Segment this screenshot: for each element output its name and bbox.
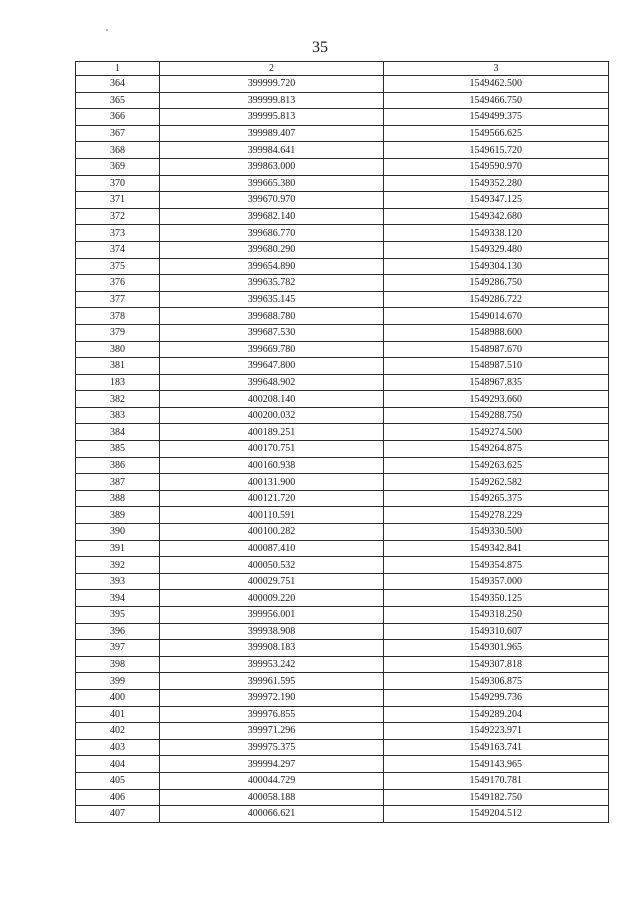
point-number-cell: 402 bbox=[76, 723, 160, 740]
column-header-3: 3 bbox=[384, 62, 609, 76]
y-coordinate-cell: 1549014.670 bbox=[384, 308, 609, 325]
y-coordinate-cell: 1549310.607 bbox=[384, 623, 609, 640]
table-row bbox=[76, 524, 609, 541]
point-number-cell: 367 bbox=[76, 125, 160, 142]
table-row bbox=[76, 291, 609, 308]
y-coordinate-cell: 1549288.750 bbox=[384, 407, 609, 424]
x-coordinate-cell: 399971.296 bbox=[160, 723, 384, 740]
table-row bbox=[76, 441, 609, 458]
y-coordinate-cell: 1549357.000 bbox=[384, 573, 609, 590]
column-header-2: 2 bbox=[160, 62, 384, 76]
table-row bbox=[76, 175, 609, 192]
y-coordinate-cell: 1549354.875 bbox=[384, 557, 609, 574]
x-coordinate-cell: 399994.297 bbox=[160, 756, 384, 773]
x-coordinate-cell: 400009.220 bbox=[160, 590, 384, 607]
x-coordinate-cell: 399908.183 bbox=[160, 640, 384, 657]
y-coordinate-cell: 1549307.818 bbox=[384, 656, 609, 673]
point-number-cell: 388 bbox=[76, 490, 160, 507]
x-coordinate-cell: 399984.641 bbox=[160, 142, 384, 159]
y-coordinate-cell: 1549590.970 bbox=[384, 158, 609, 175]
x-coordinate-cell: 399938.908 bbox=[160, 623, 384, 640]
x-coordinate-cell: 399976.855 bbox=[160, 706, 384, 723]
point-number-cell: 380 bbox=[76, 341, 160, 358]
point-number-cell: 392 bbox=[76, 557, 160, 574]
table-row bbox=[76, 92, 609, 109]
x-coordinate-cell: 399953.242 bbox=[160, 656, 384, 673]
table-row bbox=[76, 241, 609, 258]
point-number-cell: 376 bbox=[76, 275, 160, 292]
table-row bbox=[76, 358, 609, 375]
table-row bbox=[76, 391, 609, 408]
table-row bbox=[76, 308, 609, 325]
x-coordinate-cell: 400044.729 bbox=[160, 772, 384, 789]
y-coordinate-cell: 1549182.750 bbox=[384, 789, 609, 806]
y-coordinate-cell: 1549342.680 bbox=[384, 208, 609, 225]
table-row bbox=[76, 723, 609, 740]
point-number-cell: 404 bbox=[76, 756, 160, 773]
x-coordinate-cell: 400110.591 bbox=[160, 507, 384, 524]
x-coordinate-cell: 400200.032 bbox=[160, 407, 384, 424]
table-row bbox=[76, 739, 609, 756]
point-number-cell: 401 bbox=[76, 706, 160, 723]
point-number-cell: 390 bbox=[76, 524, 160, 541]
point-number-cell: 364 bbox=[76, 76, 160, 93]
point-number-cell: 383 bbox=[76, 407, 160, 424]
point-number-cell: 389 bbox=[76, 507, 160, 524]
table-row bbox=[76, 623, 609, 640]
y-coordinate-cell: 1549143.965 bbox=[384, 756, 609, 773]
y-coordinate-cell: 1549347.125 bbox=[384, 192, 609, 209]
x-coordinate-cell: 399648.902 bbox=[160, 374, 384, 391]
point-number-cell: 405 bbox=[76, 772, 160, 789]
table-row bbox=[76, 590, 609, 607]
y-coordinate-cell: 1549342.841 bbox=[384, 540, 609, 557]
point-number-cell: 385 bbox=[76, 441, 160, 458]
y-coordinate-cell: 1549329.480 bbox=[384, 241, 609, 258]
table-row bbox=[76, 407, 609, 424]
x-coordinate-cell: 399669.780 bbox=[160, 341, 384, 358]
x-coordinate-cell: 399682.140 bbox=[160, 208, 384, 225]
y-coordinate-cell: 1549170.781 bbox=[384, 772, 609, 789]
point-number-cell: 365 bbox=[76, 92, 160, 109]
y-coordinate-cell: 1549289.204 bbox=[384, 706, 609, 723]
y-coordinate-cell: 1549499.375 bbox=[384, 109, 609, 126]
point-number-cell: 382 bbox=[76, 391, 160, 408]
x-coordinate-cell: 400050.532 bbox=[160, 557, 384, 574]
y-coordinate-cell: 1548987.670 bbox=[384, 341, 609, 358]
y-coordinate-cell: 1549286.722 bbox=[384, 291, 609, 308]
column-header-1: 1 bbox=[76, 62, 160, 76]
point-number-cell: 375 bbox=[76, 258, 160, 275]
table-row bbox=[76, 573, 609, 590]
x-coordinate-cell: 400100.282 bbox=[160, 524, 384, 541]
table-row bbox=[76, 192, 609, 209]
table-row bbox=[76, 557, 609, 574]
point-number-cell: 384 bbox=[76, 424, 160, 441]
y-coordinate-cell: 1549304.130 bbox=[384, 258, 609, 275]
point-number-cell: 371 bbox=[76, 192, 160, 209]
table-row bbox=[76, 374, 609, 391]
point-number-cell: 397 bbox=[76, 640, 160, 657]
point-number-cell: 366 bbox=[76, 109, 160, 126]
point-number-cell: 391 bbox=[76, 540, 160, 557]
point-number-cell: 372 bbox=[76, 208, 160, 225]
y-coordinate-cell: 1549338.120 bbox=[384, 225, 609, 242]
y-coordinate-cell: 1549299.736 bbox=[384, 689, 609, 706]
y-coordinate-cell: 1548987.510 bbox=[384, 358, 609, 375]
y-coordinate-cell: 1549262.582 bbox=[384, 474, 609, 491]
x-coordinate-cell: 400131.900 bbox=[160, 474, 384, 491]
table-row bbox=[76, 76, 609, 93]
point-number-cell: 400 bbox=[76, 689, 160, 706]
table-row bbox=[76, 474, 609, 491]
x-coordinate-cell: 399687.530 bbox=[160, 324, 384, 341]
y-coordinate-cell: 1549462.500 bbox=[384, 76, 609, 93]
x-coordinate-cell: 399961.595 bbox=[160, 673, 384, 690]
x-coordinate-cell: 399635.145 bbox=[160, 291, 384, 308]
point-number-cell: 374 bbox=[76, 241, 160, 258]
y-coordinate-cell: 1549566.625 bbox=[384, 125, 609, 142]
table-row bbox=[76, 673, 609, 690]
table-row bbox=[76, 457, 609, 474]
table-row bbox=[76, 507, 609, 524]
x-coordinate-cell: 400066.621 bbox=[160, 806, 384, 823]
coordinates-table bbox=[75, 61, 609, 823]
table-row bbox=[76, 424, 609, 441]
table-row bbox=[76, 324, 609, 341]
x-coordinate-cell: 399647.800 bbox=[160, 358, 384, 375]
point-number-cell: 183 bbox=[76, 374, 160, 391]
scan-speck bbox=[106, 29, 108, 31]
table-header-row bbox=[76, 62, 609, 76]
point-number-cell: 406 bbox=[76, 789, 160, 806]
table-row bbox=[76, 142, 609, 159]
y-coordinate-cell: 1549330.500 bbox=[384, 524, 609, 541]
y-coordinate-cell: 1548988.600 bbox=[384, 324, 609, 341]
table-row bbox=[76, 656, 609, 673]
x-coordinate-cell: 400029.751 bbox=[160, 573, 384, 590]
point-number-cell: 381 bbox=[76, 358, 160, 375]
table-row bbox=[76, 275, 609, 292]
y-coordinate-cell: 1549223.971 bbox=[384, 723, 609, 740]
x-coordinate-cell: 400121.720 bbox=[160, 490, 384, 507]
point-number-cell: 396 bbox=[76, 623, 160, 640]
y-coordinate-cell: 1549306.875 bbox=[384, 673, 609, 690]
x-coordinate-cell: 399999.720 bbox=[160, 76, 384, 93]
x-coordinate-cell: 399975.375 bbox=[160, 739, 384, 756]
point-number-cell: 378 bbox=[76, 308, 160, 325]
point-number-cell: 373 bbox=[76, 225, 160, 242]
table-row bbox=[76, 225, 609, 242]
table-row bbox=[76, 789, 609, 806]
x-coordinate-cell: 399688.780 bbox=[160, 308, 384, 325]
y-coordinate-cell: 1548967.835 bbox=[384, 374, 609, 391]
y-coordinate-cell: 1549286.750 bbox=[384, 275, 609, 292]
y-coordinate-cell: 1549204.512 bbox=[384, 806, 609, 823]
point-number-cell: 407 bbox=[76, 806, 160, 823]
y-coordinate-cell: 1549293.660 bbox=[384, 391, 609, 408]
point-number-cell: 368 bbox=[76, 142, 160, 159]
point-number-cell: 379 bbox=[76, 324, 160, 341]
table-row bbox=[76, 540, 609, 557]
x-coordinate-cell: 400160.938 bbox=[160, 457, 384, 474]
x-coordinate-cell: 399670.970 bbox=[160, 192, 384, 209]
y-coordinate-cell: 1549466.750 bbox=[384, 92, 609, 109]
table-row bbox=[76, 158, 609, 175]
point-number-cell: 394 bbox=[76, 590, 160, 607]
y-coordinate-cell: 1549163.741 bbox=[384, 739, 609, 756]
y-coordinate-cell: 1549264.875 bbox=[384, 441, 609, 458]
point-number-cell: 393 bbox=[76, 573, 160, 590]
table-row bbox=[76, 756, 609, 773]
x-coordinate-cell: 399635.782 bbox=[160, 275, 384, 292]
table-row bbox=[76, 258, 609, 275]
table-body bbox=[76, 76, 609, 823]
x-coordinate-cell: 399680.290 bbox=[160, 241, 384, 258]
point-number-cell: 386 bbox=[76, 457, 160, 474]
y-coordinate-cell: 1549274.500 bbox=[384, 424, 609, 441]
point-number-cell: 377 bbox=[76, 291, 160, 308]
y-coordinate-cell: 1549615.720 bbox=[384, 142, 609, 159]
table-row bbox=[76, 640, 609, 657]
point-number-cell: 398 bbox=[76, 656, 160, 673]
x-coordinate-cell: 399686.770 bbox=[160, 225, 384, 242]
y-coordinate-cell: 1549318.250 bbox=[384, 607, 609, 624]
x-coordinate-cell: 399863.000 bbox=[160, 158, 384, 175]
point-number-cell: 403 bbox=[76, 739, 160, 756]
y-coordinate-cell: 1549350.125 bbox=[384, 590, 609, 607]
table-row bbox=[76, 125, 609, 142]
y-coordinate-cell: 1549352.280 bbox=[384, 175, 609, 192]
x-coordinate-cell: 399995.813 bbox=[160, 109, 384, 126]
x-coordinate-cell: 399654.890 bbox=[160, 258, 384, 275]
x-coordinate-cell: 399956.001 bbox=[160, 607, 384, 624]
table-row bbox=[76, 341, 609, 358]
table-row bbox=[76, 806, 609, 823]
table-row bbox=[76, 772, 609, 789]
x-coordinate-cell: 399665.380 bbox=[160, 175, 384, 192]
point-number-cell: 399 bbox=[76, 673, 160, 690]
point-number-cell: 370 bbox=[76, 175, 160, 192]
table-row bbox=[76, 607, 609, 624]
table-row bbox=[76, 109, 609, 126]
table-row bbox=[76, 490, 609, 507]
table-row bbox=[76, 208, 609, 225]
x-coordinate-cell: 400170.751 bbox=[160, 441, 384, 458]
point-number-cell: 395 bbox=[76, 607, 160, 624]
y-coordinate-cell: 1549265.375 bbox=[384, 490, 609, 507]
y-coordinate-cell: 1549301.965 bbox=[384, 640, 609, 657]
y-coordinate-cell: 1549263.625 bbox=[384, 457, 609, 474]
x-coordinate-cell: 399989.407 bbox=[160, 125, 384, 142]
table-row bbox=[76, 706, 609, 723]
page-number: 35 bbox=[312, 39, 328, 56]
x-coordinate-cell: 400208.140 bbox=[160, 391, 384, 408]
point-number-cell: 387 bbox=[76, 474, 160, 491]
x-coordinate-cell: 399999.813 bbox=[160, 92, 384, 109]
point-number-cell: 369 bbox=[76, 158, 160, 175]
table-row bbox=[76, 689, 609, 706]
x-coordinate-cell: 400087.410 bbox=[160, 540, 384, 557]
x-coordinate-cell: 400189.251 bbox=[160, 424, 384, 441]
x-coordinate-cell: 399972.190 bbox=[160, 689, 384, 706]
y-coordinate-cell: 1549278.229 bbox=[384, 507, 609, 524]
x-coordinate-cell: 400058.188 bbox=[160, 789, 384, 806]
